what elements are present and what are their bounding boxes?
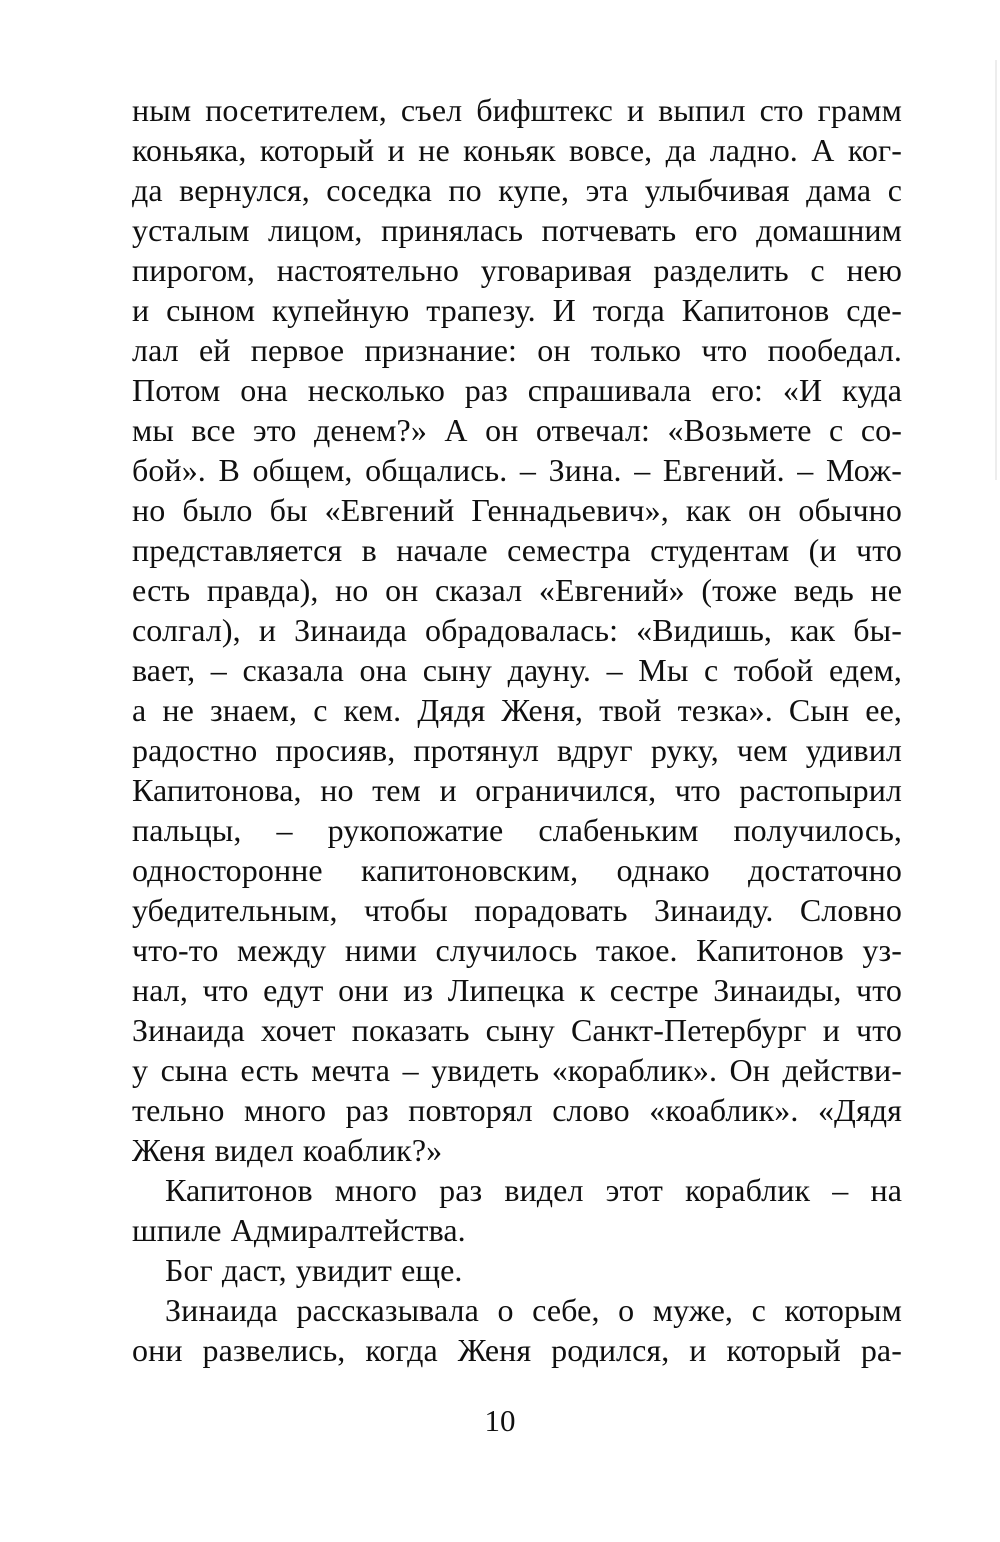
body-text	[132, 90, 902, 1370]
text-line: нал, что едут они из Липецка к сестре Зинаиды, что	[132, 972, 902, 1008]
text-line: и сыном купейную трапезу. И тогда Капитонов сде-	[132, 292, 902, 328]
text-line: тельно много раз повторял слово «коаблик». «Дядя	[132, 1092, 902, 1128]
text-line: Бог даст, увидит еще.	[165, 1252, 463, 1288]
text-line: Женя видел коаблик?»	[132, 1132, 443, 1168]
page-number: 10	[484, 1403, 516, 1438]
text-line: Капитонов много раз видел этот кораблик – на	[165, 1172, 902, 1208]
page-edge-artifact	[995, 60, 997, 480]
text-line: лал ей первое признание: он только что пообедал.	[132, 332, 902, 368]
text-line: Потом она несколько раз спрашивала его: «И куда	[132, 372, 902, 408]
text-line: коньяка, который и не коньяк вовсе, да ладно. А ког-	[132, 132, 902, 168]
text-line: они развелись, когда Женя родился, и который ра-	[132, 1332, 902, 1368]
text-line: убедительным, чтобы порадовать Зинаиду. Словно	[132, 892, 902, 928]
text-line: пирогом, настоятельно уговаривая разделить с нею	[132, 252, 902, 288]
text-line: односторонне капитоновским, однако достаточно	[132, 852, 902, 888]
text-line: вает, – сказала она сыну дауну. – Мы с тобой едем,	[132, 652, 902, 688]
text-line: что-то между ними случилось такое. Капитонов уз-	[132, 932, 902, 968]
text-line: бой». В общем, общались. – Зина. – Евгений. – Мож-	[132, 452, 902, 488]
text-line: усталым лицом, принялась потчевать его домашним	[132, 212, 902, 248]
text-line: но было бы «Евгений Геннадьевич», как он обычно	[132, 492, 902, 528]
text-line: солгал), и Зинаида обрадовалась: «Видишь, как бы-	[132, 612, 902, 648]
text-line: есть правда), но он сказал «Евгений» (тоже ведь не	[132, 572, 902, 608]
text-line: Зинаида рассказывала о себе, о муже, с которым	[165, 1292, 902, 1328]
text-line: Капитонова, но тем и ограничился, что растопырил	[132, 772, 902, 808]
text-line: да вернулся, соседка по купе, эта улыбчивая дама с	[132, 172, 902, 208]
text-line: Зинаида хочет показать сыну Санкт-Петербург и что	[132, 1012, 902, 1048]
text-line: а не знаем, с кем. Дядя Женя, твой тезка». Сын ее,	[132, 692, 902, 728]
text-line: ным посетителем, съел бифштекс и выпил сто грамм	[132, 92, 902, 128]
text-line: мы все это денем?» А он отвечал: «Возьмете с со-	[132, 412, 902, 448]
text-line: пальцы, – рукопожатие слабеньким получилось,	[132, 812, 902, 848]
text-line: шпиле Адмиралтейства.	[132, 1212, 466, 1248]
text-line: у сына есть мечта – увидеть «кораблик». Он действи-	[132, 1052, 902, 1088]
text-line: представляется в начале семестра студентам (и что	[132, 532, 902, 568]
text-line: радостно просияв, протянул вдруг руку, чем удивил	[132, 732, 902, 768]
